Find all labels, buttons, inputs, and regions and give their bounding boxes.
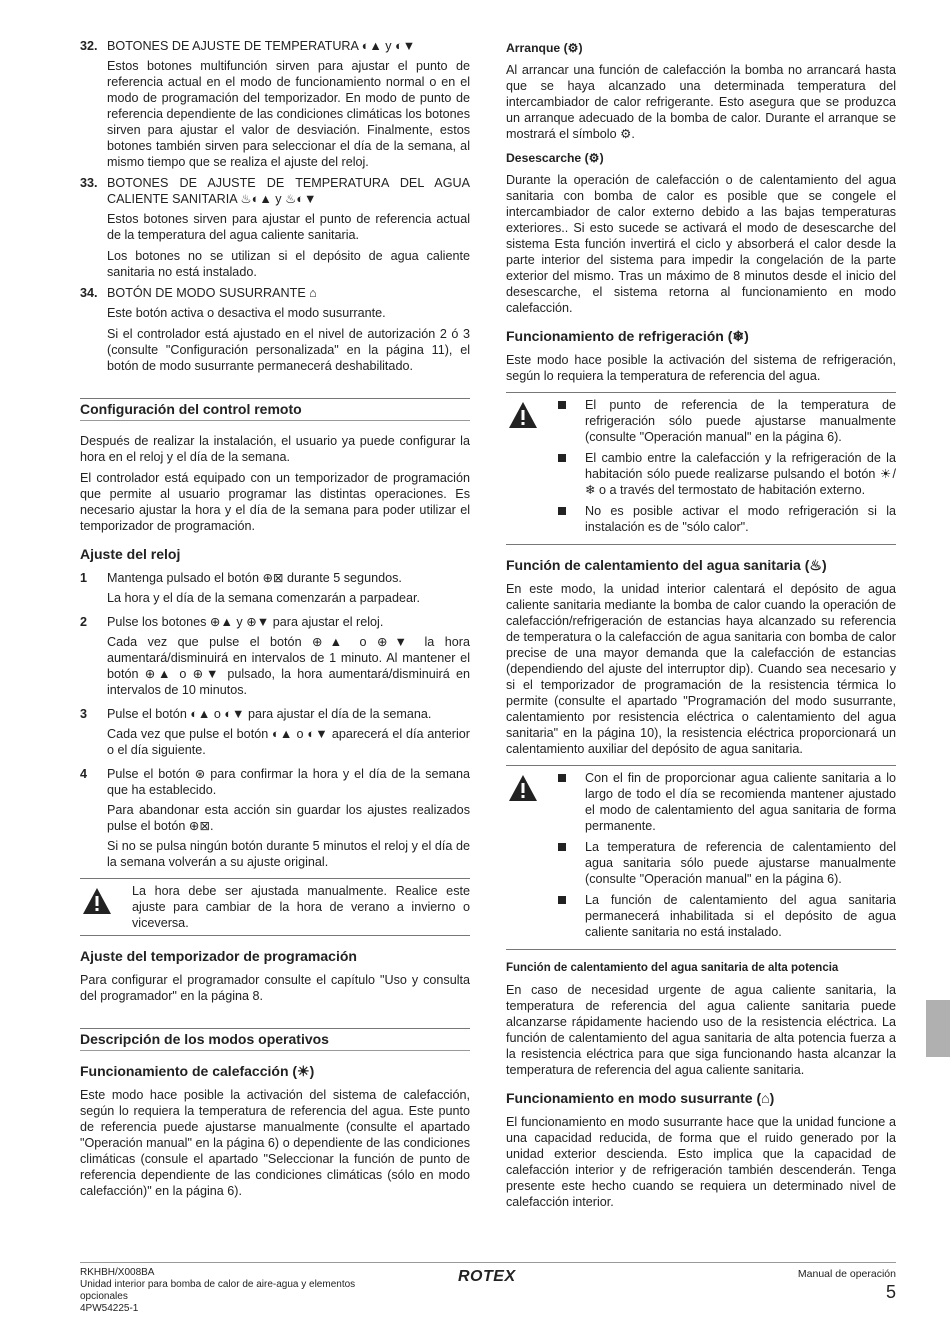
paragraph: En caso de necesidad urgente de agua caliente sanitaria, la temperatura de referencia del agua caliente sanitaria puede alcanzarse rápidamente haciendo uso de la resistencia eléctrica. La función de calentamiento del agua sanitaria de alta potencia fuerza a la resistencia eléctrica para que siga funcionando hasta alcanzar la temperatura de referencia del agua caliente sanitaria. bbox=[506, 983, 896, 1077]
step-number: 2 bbox=[80, 615, 88, 629]
subheading-clock: Ajuste del reloj bbox=[80, 546, 181, 562]
step-item bbox=[80, 570, 470, 606]
right-column bbox=[506, 38, 896, 1215]
warning-box bbox=[506, 392, 896, 545]
item-number: 33. bbox=[80, 176, 98, 190]
warning-text: La función de calentamiento del agua sanitaria permanecerá inhabilitada si el depósito de agua caliente sanitaria no está instalado. bbox=[585, 893, 896, 939]
step-paragraph: Si no se pulsa ningún botón durante 5 minutos el reloj y el día de la semana volverán a su ajuste original. bbox=[107, 839, 470, 869]
warning-bullet bbox=[558, 503, 896, 535]
warning-bullet bbox=[558, 892, 896, 940]
bullet-icon bbox=[558, 774, 566, 782]
warning-bullet bbox=[558, 450, 896, 498]
paragraph: Este modo hace posible la activación del sistema de refrigeración, según lo requiera la temperatura de referencia del agua. bbox=[506, 353, 896, 383]
paragraph: Después de realizar la instalación, el usuario ya puede configurar la hora en el reloj y el día de la semana. bbox=[80, 434, 470, 464]
item-paragraph: Este botón activa o desactiva el modo susurrante. bbox=[107, 306, 386, 320]
warning-bullet bbox=[558, 839, 896, 887]
item-paragraph: Si el controlador está ajustado en el nivel de autorización 2 ó 3 (consulte "Configuración personalizada" en la página 11), el botón de modo susurrante permanecerá deshabilitado. bbox=[107, 327, 470, 373]
bullet-icon bbox=[558, 454, 566, 462]
subheading-highpower: Función de calentamiento del agua sanitaria de alta potencia bbox=[506, 962, 839, 974]
paragraph: Para configurar el programador consulte el capítulo "Uso y consulta del programador" en la página 8. bbox=[80, 973, 470, 1003]
footer-manual-title: Manual de operación bbox=[797, 1268, 896, 1280]
list-item bbox=[80, 38, 470, 170]
subheading-dhw: Función de calentamiento del agua sanitaria (♨) bbox=[506, 557, 827, 573]
subheading-timer: Ajuste del temporizador de programación bbox=[80, 948, 357, 964]
warning-text: El punto de referencia de la temperatura de refrigeración sólo puede ajustarse manualmente (consulte "Operación manual" en la página 6). bbox=[585, 398, 896, 444]
bullet-icon bbox=[558, 896, 566, 904]
bullet-icon bbox=[558, 843, 566, 851]
footer-model: RKHBH/X008BA bbox=[80, 1267, 155, 1278]
subheading-heating: Funcionamiento de calefacción (☀) bbox=[80, 1063, 315, 1079]
footer-code: 4PW54225-1 bbox=[80, 1303, 139, 1314]
paragraph: Al arrancar una función de calefacción la bomba no arrancará hasta que se haya alcanzado una determinada temperatura del intercambiador de calor refrigerante. Esto asegura que se produzca un arranque adecuado de la bomba de calor. Durante el arranque se mostrará el símbolo ⚙. bbox=[506, 63, 896, 141]
step-paragraph: Cada vez que pulse el botón ⊕▲ o ⊕▼ la hora aumentará/disminuirá en intervalos de 1 minuto. Al mantener el botón ⊕▲ o ⊕▼ pulsado, la hora aumentará/disminuirá en intervalos de 10 minutos. bbox=[107, 635, 470, 697]
paragraph: Este modo hace posible la activación del sistema de calefacción, según lo requiera la temperatura de referencia del agua. Este punto de referencia puede ajustarse manualmente (consulte el apartado "Operación manual" en la página 6) o dependiente de las condiciones climáticas (consule el apartado "Seleccionar la función de punto de referencia dependiente de las condiciones climáticas (sólo en modo calefacción)" en la página 6). bbox=[80, 1088, 470, 1198]
step-number: 3 bbox=[80, 707, 88, 721]
page-footer bbox=[80, 1262, 896, 1314]
step-paragraph: La hora y el día de la semana comenzarán a parpadear. bbox=[107, 591, 420, 605]
warning-icon bbox=[508, 401, 538, 429]
step-paragraph: Pulse el botón ⊛ para confirmar la hora y el día de la semana que ha establecido. bbox=[107, 767, 470, 797]
list-item bbox=[80, 285, 470, 374]
bullet-icon bbox=[558, 507, 566, 515]
footer-info bbox=[80, 1267, 360, 1315]
step-item bbox=[80, 706, 470, 758]
item-paragraph: Los botones no se utilizan si el depósito de agua caliente sanitaria no está instalado. bbox=[107, 249, 470, 279]
warning-text: Con el fin de proporcionar agua caliente sanitaria a lo largo de todo el día se recomienda mantener ajustado el modo de calentamiento del agua sanitaria de forma permanente. bbox=[585, 771, 896, 833]
paragraph: Durante la operación de calefacción o de calentamiento del agua sanitaria con bomba de calor es posible que se congele el intercambiador de calor externo debido a las bajas temperaturas exteriores.. Si esto sucede se activará el modo de desescarche del sistema Esta función invertirá el ciclo y absorberá el calor desde la parte interior del sistema para impedir la congelación de la parte exterior del mismo. Tras un máximo de 8 minutos desde el inicio del desescarche, el sistema retorna al funcionamiento en modo calefacción. bbox=[506, 173, 896, 315]
subheading-cooling: Funcionamiento de refrigeración (❄) bbox=[506, 328, 749, 344]
warning-box bbox=[80, 878, 470, 936]
item-number: 32. bbox=[80, 39, 98, 53]
section-heading-modes: Descripción de los modos operativos bbox=[80, 1028, 470, 1051]
footer-description: Unidad interior para bomba de calor de aire-agua y elementos opcionales bbox=[80, 1279, 356, 1302]
step-paragraph: Mantenga pulsado el botón ⊕⊠ durante 5 segundos. bbox=[107, 571, 402, 585]
subheading-quiet: Funcionamiento en modo susurrante (⌂) bbox=[506, 1090, 775, 1106]
item-paragraph: Estos botones sirven para ajustar el punto de referencia actual de la temperatura del agua caliente sanitaria. bbox=[107, 212, 470, 242]
step-item bbox=[80, 766, 470, 870]
step-paragraph: Para abandonar esta acción sin guardar los ajustes realizados pulse el botón ⊕⊠. bbox=[107, 803, 470, 833]
item-heading: BOTÓN DE MODO SUSURRANTE ⌂ bbox=[107, 286, 317, 300]
step-number: 1 bbox=[80, 571, 88, 585]
warning-box bbox=[506, 765, 896, 950]
subheading-defrost: Desescarche (⚙) bbox=[506, 151, 604, 165]
paragraph: El controlador está equipado con un temporizador de programación que permite al usuario programar las distintas operaciones. Es necesario ajustar la hora y el día de la semana para poder utilizar el temporizador de programación. bbox=[80, 471, 470, 533]
step-paragraph: Pulse los botones ⊕▲ y ⊕▼ para ajustar el reloj. bbox=[107, 615, 384, 629]
left-column bbox=[80, 38, 470, 1204]
warning-text: El cambio entre la calefacción y la refrigeración de la habitación sólo puede realizarse pulsando el botón ☀/❄ o a través del termostato de habitación externo. bbox=[585, 451, 896, 497]
paragraph: El funcionamiento en modo susurrante hace que la unidad funcione a una capacidad reducida, de forma que el ruido generado por la unidad exterior descienda. Esto implica que la capacidad de calefacción interior y de refrigeración también descenderán. Tenga presente este hecho cuando se requiera un determinado nivel de calefacción interior. bbox=[506, 1115, 896, 1209]
warning-text: No es posible activar el modo refrigeración si la instalación es de "sólo calor". bbox=[585, 504, 896, 534]
page-number: 5 bbox=[885, 1282, 896, 1302]
item-paragraph: Estos botones multifunción sirven para ajustar el punto de referencia actual en el modo de funcionamiento normal o en el modo de programación del temporizador. En modo de punto de referencia dependiente de las condiciones climáticas los botones sirven para ajustar el valor de desviación. Finalmente, estos botones también sirven para seleccionar el día de la semana, al mismo tiempo que se realiza el ajuste del reloj. bbox=[107, 59, 470, 169]
brand-logo: ROTEX bbox=[458, 1268, 516, 1285]
section-heading-config: Configuración del control remoto bbox=[80, 398, 470, 421]
footer-manual-info bbox=[798, 1267, 896, 1303]
item-heading: BOTONES DE AJUSTE DE TEMPERATURA ◐▲ y ◐▼ bbox=[107, 39, 416, 53]
bullet-icon bbox=[558, 401, 566, 409]
subheading-startup: Arranque (⚙) bbox=[506, 41, 583, 55]
paragraph: En este modo, la unidad interior calentará el depósito de agua caliente sanitaria mediante la bomba de calor cuando la operación de calefacción/refrigeración de estancias haya alcanzado su referencia de temperatura o la calefacción de agua sanitaria con bomba de calor precise de una mayor demanda que la calefacción de estancias (dependiendo del ajuste del interruptor dip). Cuando sea necesario y si el temporizador de programación de la resistencia térmica lo permite (consulte el apartado "Programación del modo susurrante, calentamiento por resistencia eléctrica o calentamiento del agua sanitaria" en la página 10), la resistencia eléctrica proporcionará un calentamiento auxiliar del depósito de agua sanitaria. bbox=[506, 582, 896, 756]
section-tab-marker bbox=[926, 1000, 950, 1057]
warning-icon bbox=[82, 887, 112, 915]
step-paragraph: Pulse el botón ◐▲ o ◐▼ para ajustar el día de la semana. bbox=[107, 707, 432, 721]
warning-text: La hora debe ser ajustada manualmente. Realice este ajuste para cambiar de la hora de verano a invierno o viceversa. bbox=[132, 884, 470, 930]
item-heading: BOTONES DE AJUSTE DE TEMPERATURA DEL AGUA CALIENTE SANITARIA ♨◐▲ y ♨◐▼ bbox=[107, 176, 470, 206]
list-item bbox=[80, 175, 470, 280]
step-item bbox=[80, 614, 470, 698]
item-number: 34. bbox=[80, 286, 98, 300]
warning-bullet bbox=[558, 397, 896, 445]
warning-text: La temperatura de referencia de calentamiento del agua sanitaria sólo puede ajustarse manualmente (consulte "Operación manual" en la página 6). bbox=[585, 840, 896, 886]
warning-icon bbox=[508, 774, 538, 802]
step-number: 4 bbox=[80, 767, 88, 781]
step-paragraph: Cada vez que pulse el botón ◐▲ o ◐▼ aparecerá el día anterior o el día siguiente. bbox=[107, 727, 470, 757]
warning-bullet bbox=[558, 770, 896, 834]
